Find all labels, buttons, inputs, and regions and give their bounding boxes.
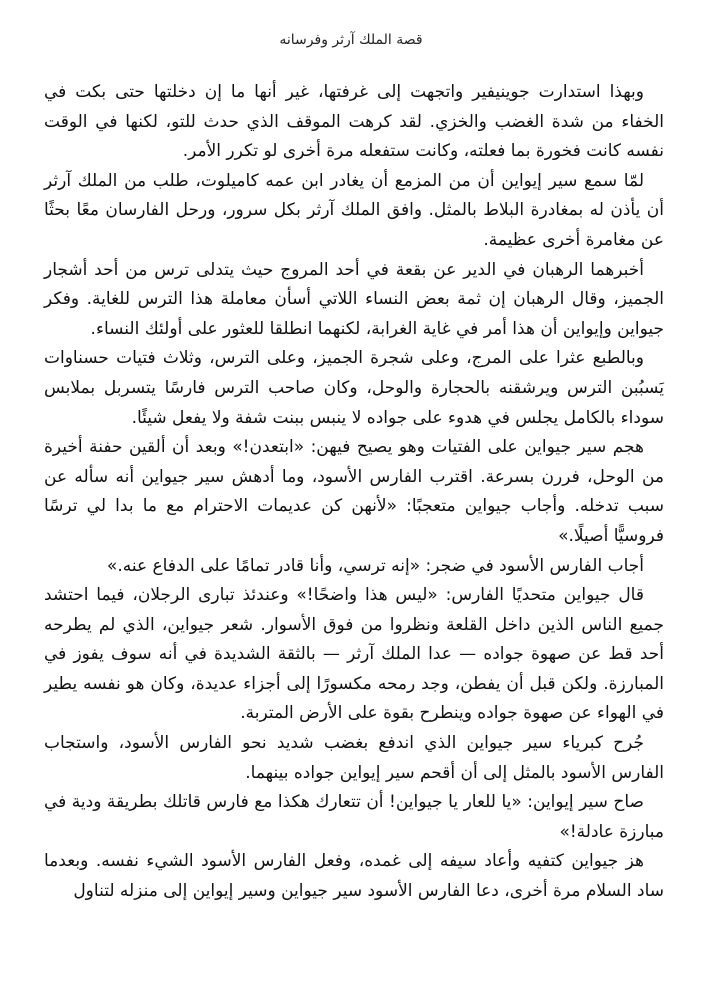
paragraph: هز جيواين كتفيه وأعاد سيفه إلى غمده، وفعل الفارس الأسود الشيء نفسه. وبعدما ساد السلام مرة أخرى، دعا الفارس الأسود سير جيواين وسير إيواين إلى منزله لتناول — [44, 851, 664, 902]
paragraph: وبالطبع عثرا على المرج، وعلى شجرة الجميز، وعلى الترس، وثلاث فتيات حسناوات يَسبُبن الترس ويرشقنه بالحجارة والوحل، وكان صاحب الترس فارسًا يتسربل بملابس سوداء بالكامل يجلس في هدوء على جواده لا ينبس ببنت شفة ولا يفعل شيئًا. — [44, 348, 664, 428]
body-text — [44, 78, 664, 907]
paragraph: أجاب الفارس الأسود في ضجر: «إنه ترسي، وأنا قادر تمامًا على الدفاع عنه.» — [106, 555, 644, 576]
running-title: قصة الملك آرثر وفرسانه — [279, 32, 423, 48]
paragraph: وبهذا استدارت جوينيفير واتجهت إلى غرفتها، غير أنها ما إن دخلتها حتى بكت في الخفاء من شدة الغضب والخزي. لقد كرهت الموقف الذي حدث للتو، لكنها في الوقت نفسه كانت فخورة بما فعلته، وكانت ستفعله مرة أخرى لو تكرر الأمر. — [44, 82, 664, 162]
paragraph: لمّا سمع سير إيواين أن من المزمع أن يغادر ابن عمه كاميلوت، طلب من الملك آرثر أن يأذن له بمغادرة البلاط بالمثل. وافق الملك آرثر بكل سرور، ورحل الفارسان معًا بحثًا عن مغامرة أخرى عظيمة. — [44, 170, 664, 250]
paragraph: صاح سير إيواين: «يا للعار يا جيواين! أن تتعارك هكذا مع فارس قاتلك بطريقة ودية في مبارزة عادلة!» — [44, 792, 664, 842]
paragraph: جُرح كبرياء سير جيواين الذي اندفع بغضب شديد نحو الفارس الأسود، واستجاب الفارس الأسود بالمثل إلى أن أقحم سير إيواين جواده بينهما. — [44, 733, 664, 783]
paragraph: أخبرهما الرهبان في الدير عن بقعة في أحد المروج حيث يتدلى ترس من أحد أشجار الجميز، وقال الرهبان إن ثمة بعض النساء اللاتي أسأن معاملة هذا الترس للغاية. وفكر جيواين وإيواين أن هذا أمر في غاية الغرابة، لكنهما انطلقا للعثور على أولئك النساء. — [44, 259, 664, 339]
paragraph: قال جيواين متحديًا الفارس: «ليس هذا واضحًا!» وعندئذ تبارى الرجلان، فيما احتشد جميع الناس الذين داخل القلعة ونظروا من فوق الأسوار. شعر جيواين، الذي لم يطرحه أحد قط عن صهوة جواده — عدا الملك آرثر — بالثقة الشديدة في أنه سوف يفوز في المبارزة. ولكن قبل أن يفطن، وجد رمحه مكسورًا إلى أجزاء عديدة، وكان هو نفسه يطير في الهواء عن صهوة جواده وينطرح بقوة على الأرض المتربة. — [44, 585, 664, 724]
paragraph: هجم سير جيواين على الفتيات وهو يصيح فيهن: «ابتعدن!» وبعد أن ألقين حفنة أخيرة من الوحل، فررن بسرعة. اقترب الفارس الأسود، وما أدهش سير جيواين أنه سأله عن سبب تدخله. وأجاب جيواين متعجبًا: «لأنهن كن عديمات الاحترام مع ما بدا لي ترسًا فروسيًّا أصيلًا.» — [44, 437, 664, 546]
